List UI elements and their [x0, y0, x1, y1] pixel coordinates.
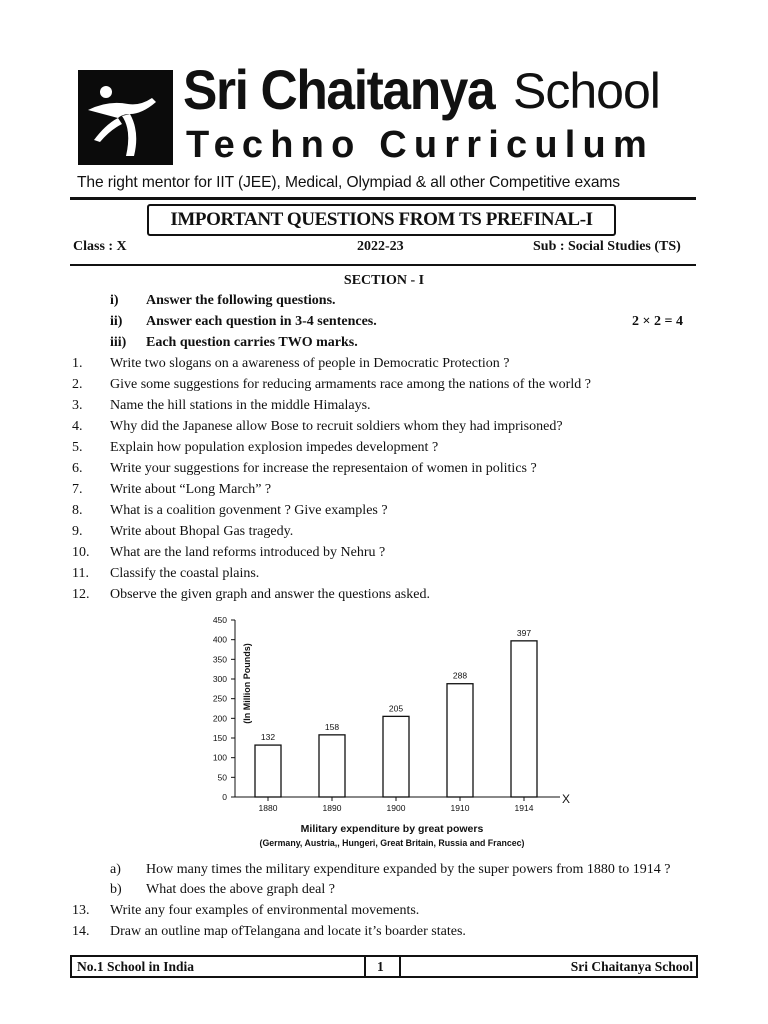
question-number: 3. [72, 398, 83, 413]
y-tick-label: 150 [212, 733, 227, 743]
marks-label: 2 × 2 = 4 [632, 314, 683, 329]
question-text: Classify the coastal plains. [110, 566, 260, 581]
academic-year: 2022-23 [357, 239, 404, 254]
instruction-num: ii) [110, 314, 123, 329]
y-axis-label: (In Million Pounds) [242, 643, 252, 724]
page-footer [70, 955, 698, 978]
page-number: 1 [377, 959, 384, 974]
subject-label: Sub : Social Studies (TS) [533, 239, 681, 254]
question-number: 9. [72, 524, 83, 539]
bar [319, 735, 345, 797]
instruction-text: Answer each question in 3-4 sentences. [146, 314, 377, 329]
question-number: 5. [72, 440, 83, 455]
footer-right-text: Sri Chaitanya School [570, 959, 693, 974]
subquestion-label: b) [110, 882, 122, 897]
question-number: 6. [72, 461, 83, 476]
x-tick-label: 1910 [450, 803, 470, 813]
x-tick-label: 1900 [386, 803, 406, 813]
question-text: Write about “Long March” ? [110, 482, 272, 497]
brand-subtitle: Techno Curriculum [186, 124, 654, 166]
question-text: Why did the Japanese allow Bose to recruit soldiers whom they had imprisoned? [110, 419, 563, 434]
meta-divider [70, 264, 696, 266]
military-expenditure-chart [190, 610, 590, 855]
brand-name [183, 58, 660, 121]
instruction-num: iii) [110, 335, 127, 350]
footer-left-text: No.1 School in India [77, 959, 195, 974]
question-number: 2. [72, 377, 83, 392]
y-tick-label: 250 [212, 693, 227, 704]
document-title [147, 204, 616, 236]
question-number: 8. [72, 503, 83, 518]
y-tick-label: 300 [212, 674, 227, 684]
subquestion-text: What does the above graph deal ? [146, 882, 335, 897]
class-label: Class : X [73, 239, 127, 254]
instruction-text: Answer the following questions. [146, 293, 336, 308]
bar-value-label: 205 [388, 703, 404, 714]
document-title-text: IMPORTANT QUESTIONS FROM TS PREFINAL-I [170, 209, 593, 230]
subquestion-text: How many times the military expenditure expanded by the super powers from 1880 to 1914 ? [146, 862, 671, 877]
bar [255, 745, 281, 797]
bar [511, 641, 537, 797]
question-number: 14. [72, 924, 90, 939]
bar [447, 684, 473, 797]
chart-title: Military expenditure by great powers [300, 823, 484, 835]
x-tick-label: 1890 [322, 803, 342, 813]
footer-divider [364, 957, 366, 976]
y-tick-label: 100 [212, 752, 227, 763]
question-text: Draw an outline map ofTelangana and locate it’s boarder states. [110, 924, 466, 939]
y-tick-label: 200 [212, 713, 227, 724]
y-tick-label: 0 [222, 792, 227, 802]
header-divider [70, 197, 696, 200]
question-text: Write your suggestions for increase the representaion of women in politics ? [110, 461, 537, 476]
y-tick-label: 350 [212, 654, 227, 665]
question-text: Observe the given graph and answer the questions asked. [110, 587, 430, 602]
chart-subtitle: (Germany, Austria,, Hungeri, Great Britain, Russia and Francec) [259, 838, 525, 848]
tagline: The right mentor for IIT (JEE), Medical, Olympiad & all other Competitive exams [77, 174, 620, 191]
x-axis-label: X [562, 792, 571, 806]
y-tick-label: 400 [212, 634, 227, 645]
question-text: What are the land reforms introduced by Nehru ? [110, 545, 386, 560]
runner-logo-icon [78, 70, 173, 165]
question-number: 4. [72, 419, 83, 434]
y-tick-label: 450 [212, 615, 227, 625]
question-number: 13. [72, 903, 90, 918]
question-text: Give some suggestions for reducing armaments race among the nations of the world ? [110, 377, 591, 392]
question-text: What is a coalition govenment ? Give examples ? [110, 503, 388, 518]
bar [383, 716, 409, 797]
question-text: Write two slogans on a awareness of people in Democratic Protection ? [110, 356, 510, 371]
subquestion-label: a) [110, 862, 121, 877]
question-number: 10. [72, 545, 90, 560]
x-tick-label: 1880 [258, 803, 278, 813]
question-text: Write any four examples of environmental movements. [110, 903, 420, 918]
question-number: 1. [72, 356, 83, 371]
question-text: Explain how population explosion impedes development ? [110, 440, 439, 455]
school-logo [78, 70, 173, 165]
question-text: Write about Bhopal Gas tragedy. [110, 524, 294, 539]
question-number: 12. [72, 587, 90, 602]
bar-value-label: 288 [452, 670, 468, 681]
question-number: 11. [72, 566, 89, 581]
brand-name-bold: Sri Chaitanya [183, 58, 495, 121]
y-tick-label: 50 [217, 772, 227, 783]
bar-value-label: 158 [324, 721, 340, 732]
question-number: 7. [72, 482, 83, 497]
bar-value-label: 397 [516, 627, 532, 638]
bar-value-label: 132 [260, 732, 276, 743]
section-title: SECTION - I [343, 273, 425, 288]
x-tick-label: 1914 [514, 803, 534, 813]
footer-divider [399, 957, 401, 976]
brand-name-school: School [513, 63, 660, 119]
instruction-num: i) [110, 293, 119, 308]
question-text: Name the hill stations in the middle Himalays. [110, 398, 371, 413]
instruction-text: Each question carries TWO marks. [146, 335, 358, 350]
